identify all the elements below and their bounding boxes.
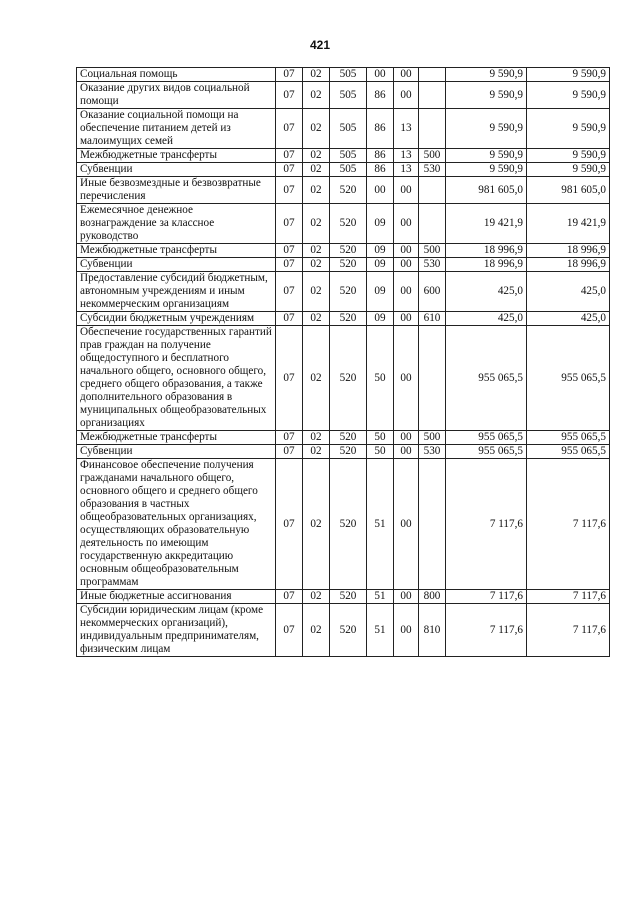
amount-2: 981 605,0: [527, 177, 610, 204]
amount-2: 955 065,5: [527, 326, 610, 431]
amount-2: 19 421,9: [527, 204, 610, 244]
expense-type-code: [419, 326, 446, 431]
subsection-code: 02: [303, 431, 330, 445]
target-item-code: 13: [394, 163, 419, 177]
target-subarticle-code: 09: [367, 244, 394, 258]
target-article-code: 520: [330, 204, 367, 244]
row-name: Межбюджетные трансферты: [77, 244, 276, 258]
subsection-code: 02: [303, 459, 330, 590]
target-article-code: 520: [330, 258, 367, 272]
table-row: [77, 204, 610, 244]
expense-type-code: [419, 177, 446, 204]
section-code: 07: [276, 272, 303, 312]
target-item-code: 13: [394, 149, 419, 163]
table-row: [77, 258, 610, 272]
section-code: 07: [276, 604, 303, 657]
expense-type-code: [419, 204, 446, 244]
amount-1: 7 117,6: [446, 459, 527, 590]
expense-type-code: [419, 459, 446, 590]
target-subarticle-code: 09: [367, 272, 394, 312]
row-name: Субсидии бюджетным учреждениям: [77, 312, 276, 326]
target-item-code: 00: [394, 326, 419, 431]
section-code: 07: [276, 109, 303, 149]
amount-1: 18 996,9: [446, 258, 527, 272]
amount-1: 955 065,5: [446, 431, 527, 445]
amount-1: 7 117,6: [446, 590, 527, 604]
target-article-code: 520: [330, 326, 367, 431]
target-article-code: 520: [330, 244, 367, 258]
amount-1: 18 996,9: [446, 244, 527, 258]
amount-1: 9 590,9: [446, 163, 527, 177]
row-name: Оказание социальной помощи на обеспечение питанием детей из малоимущих семей: [77, 109, 276, 149]
amount-2: 7 117,6: [527, 590, 610, 604]
amount-1: 19 421,9: [446, 204, 527, 244]
table-row: [77, 326, 610, 431]
target-subarticle-code: 51: [367, 459, 394, 590]
target-item-code: 00: [394, 82, 419, 109]
row-name: Межбюджетные трансферты: [77, 149, 276, 163]
target-item-code: 00: [394, 459, 419, 590]
target-subarticle-code: 09: [367, 258, 394, 272]
budget-table: [76, 67, 610, 657]
subsection-code: 02: [303, 149, 330, 163]
table-row: [77, 445, 610, 459]
target-item-code: 00: [394, 312, 419, 326]
section-code: 07: [276, 68, 303, 82]
row-name: Оказание других видов социальной помощи: [77, 82, 276, 109]
target-subarticle-code: 50: [367, 431, 394, 445]
section-code: 07: [276, 431, 303, 445]
expense-type-code: 500: [419, 431, 446, 445]
row-name: Субвенции: [77, 163, 276, 177]
amount-2: 9 590,9: [527, 149, 610, 163]
amount-2: 425,0: [527, 272, 610, 312]
target-subarticle-code: 50: [367, 326, 394, 431]
table-row: [77, 312, 610, 326]
table-row: [77, 82, 610, 109]
target-article-code: 520: [330, 604, 367, 657]
target-article-code: 520: [330, 431, 367, 445]
target-item-code: 00: [394, 604, 419, 657]
target-subarticle-code: 51: [367, 604, 394, 657]
row-name: Субвенции: [77, 258, 276, 272]
target-subarticle-code: 50: [367, 445, 394, 459]
target-article-code: 520: [330, 272, 367, 312]
amount-2: 955 065,5: [527, 445, 610, 459]
table-body: [77, 68, 610, 657]
row-name: Финансовое обеспечение получения гражданами начального общего, основного общего и среднего общего образования в частных общеобразовательных организациях, осуществляющих образовательную деятельность по имеющим государственную аккредитацию основным общеобразовательным программам: [77, 459, 276, 590]
row-name: Ежемесячное денежное вознаграждение за классное руководство: [77, 204, 276, 244]
subsection-code: 02: [303, 272, 330, 312]
expense-type-code: 810: [419, 604, 446, 657]
section-code: 07: [276, 590, 303, 604]
table-row: [77, 272, 610, 312]
section-code: 07: [276, 244, 303, 258]
section-code: 07: [276, 258, 303, 272]
target-subarticle-code: 86: [367, 163, 394, 177]
section-code: 07: [276, 149, 303, 163]
row-name: Предоставление субсидий бюджетным, автономным учреждениям и иным некоммерческим организациям: [77, 272, 276, 312]
target-item-code: 00: [394, 68, 419, 82]
subsection-code: 02: [303, 445, 330, 459]
amount-1: 7 117,6: [446, 604, 527, 657]
expense-type-code: [419, 109, 446, 149]
table-row: [77, 431, 610, 445]
target-item-code: 00: [394, 445, 419, 459]
row-name: Социальная помощь: [77, 68, 276, 82]
amount-2: 18 996,9: [527, 244, 610, 258]
amount-2: 9 590,9: [527, 163, 610, 177]
subsection-code: 02: [303, 177, 330, 204]
target-subarticle-code: 09: [367, 312, 394, 326]
target-article-code: 505: [330, 68, 367, 82]
amount-1: 9 590,9: [446, 82, 527, 109]
target-article-code: 520: [330, 459, 367, 590]
target-item-code: 00: [394, 177, 419, 204]
target-item-code: 00: [394, 272, 419, 312]
expense-type-code: 600: [419, 272, 446, 312]
target-article-code: 520: [330, 312, 367, 326]
amount-1: 425,0: [446, 312, 527, 326]
section-code: 07: [276, 177, 303, 204]
amount-2: 955 065,5: [527, 431, 610, 445]
subsection-code: 02: [303, 82, 330, 109]
row-name: Обеспечение государственных гарантий прав граждан на получение общедоступного и бесплатного начального общего, основного общего, среднего общего образования, а также дополнительного образования в муниципальных общеобразовательных организациях: [77, 326, 276, 431]
subsection-code: 02: [303, 163, 330, 177]
subsection-code: 02: [303, 204, 330, 244]
expense-type-code: 610: [419, 312, 446, 326]
target-article-code: 505: [330, 109, 367, 149]
target-item-code: 00: [394, 244, 419, 258]
amount-1: 9 590,9: [446, 149, 527, 163]
subsection-code: 02: [303, 326, 330, 431]
target-subarticle-code: 86: [367, 109, 394, 149]
amount-2: 9 590,9: [527, 68, 610, 82]
target-subarticle-code: 51: [367, 590, 394, 604]
row-name: Иные бюджетные ассигнования: [77, 590, 276, 604]
amount-2: 9 590,9: [527, 82, 610, 109]
section-code: 07: [276, 204, 303, 244]
subsection-code: 02: [303, 68, 330, 82]
amount-2: 7 117,6: [527, 459, 610, 590]
table-row: [77, 590, 610, 604]
expense-type-code: [419, 82, 446, 109]
section-code: 07: [276, 82, 303, 109]
table-row: [77, 68, 610, 82]
subsection-code: 02: [303, 312, 330, 326]
target-subarticle-code: 09: [367, 204, 394, 244]
amount-1: 955 065,5: [446, 326, 527, 431]
section-code: 07: [276, 445, 303, 459]
expense-type-code: 500: [419, 244, 446, 258]
target-article-code: 505: [330, 82, 367, 109]
amount-2: 7 117,6: [527, 604, 610, 657]
expense-type-code: 530: [419, 163, 446, 177]
target-article-code: 520: [330, 445, 367, 459]
page-number: 421: [309, 38, 331, 52]
table-row: [77, 604, 610, 657]
expense-type-code: 500: [419, 149, 446, 163]
section-code: 07: [276, 312, 303, 326]
target-item-code: 00: [394, 258, 419, 272]
table-row: [77, 163, 610, 177]
amount-1: 425,0: [446, 272, 527, 312]
amount-1: 955 065,5: [446, 445, 527, 459]
table-row: [77, 244, 610, 258]
expense-type-code: 530: [419, 445, 446, 459]
subsection-code: 02: [303, 590, 330, 604]
target-article-code: 505: [330, 163, 367, 177]
table-row: [77, 149, 610, 163]
target-article-code: 520: [330, 590, 367, 604]
target-subarticle-code: 86: [367, 149, 394, 163]
row-name: Субвенции: [77, 445, 276, 459]
target-article-code: 520: [330, 177, 367, 204]
target-subarticle-code: 00: [367, 68, 394, 82]
target-item-code: 00: [394, 431, 419, 445]
row-name: Иные безвозмездные и безвозвратные перечисления: [77, 177, 276, 204]
section-code: 07: [276, 163, 303, 177]
section-code: 07: [276, 326, 303, 431]
target-article-code: 505: [330, 149, 367, 163]
row-name: Субсидии юридическим лицам (кроме некоммерческих организаций), индивидуальным предпринимателям, физическим лицам: [77, 604, 276, 657]
amount-2: 425,0: [527, 312, 610, 326]
table-row: [77, 459, 610, 590]
expense-type-code: [419, 68, 446, 82]
target-item-code: 00: [394, 590, 419, 604]
target-item-code: 00: [394, 204, 419, 244]
target-subarticle-code: 00: [367, 177, 394, 204]
table-row: [77, 177, 610, 204]
expense-type-code: 530: [419, 258, 446, 272]
amount-1: 9 590,9: [446, 109, 527, 149]
expense-type-code: 800: [419, 590, 446, 604]
target-item-code: 13: [394, 109, 419, 149]
subsection-code: 02: [303, 244, 330, 258]
amount-2: 9 590,9: [527, 109, 610, 149]
subsection-code: 02: [303, 109, 330, 149]
table-row: [77, 109, 610, 149]
amount-1: 981 605,0: [446, 177, 527, 204]
row-name: Межбюджетные трансферты: [77, 431, 276, 445]
subsection-code: 02: [303, 258, 330, 272]
target-subarticle-code: 86: [367, 82, 394, 109]
amount-1: 9 590,9: [446, 68, 527, 82]
section-code: 07: [276, 459, 303, 590]
amount-2: 18 996,9: [527, 258, 610, 272]
subsection-code: 02: [303, 604, 330, 657]
